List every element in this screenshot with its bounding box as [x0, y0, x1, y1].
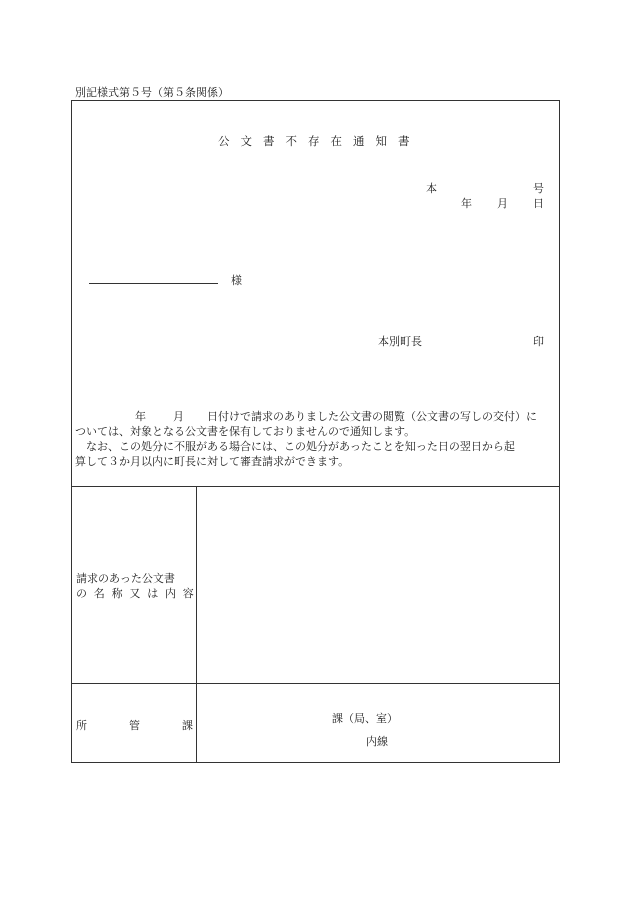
requested-doc-content-cell [200, 490, 555, 680]
document-title: 公文書不存在通知書 [218, 134, 421, 148]
table-top-divider [71, 486, 560, 487]
notice-line-3-text: なお、この処分に不服がある場合には、この処分があったことを知った日の翌日から起 [86, 440, 515, 453]
recipient-name-line [89, 283, 218, 284]
extension-label: 内線 [366, 735, 388, 748]
form-label: 別記様式第５号（第５条関係） [75, 86, 229, 99]
date-month: 月 [497, 197, 508, 210]
sender-name: 本別町長 [378, 335, 422, 348]
recipient-honorific: 様 [231, 274, 242, 287]
requested-doc-label-line-2: の名称又は内容 [76, 587, 201, 600]
date-year: 年 [461, 197, 472, 210]
department-label: 所管課 [76, 719, 235, 732]
table-row-divider [71, 683, 560, 684]
seal-mark: 印 [533, 335, 544, 348]
department-value-line-1: 課（局、室） [332, 712, 398, 725]
notice-month: 月 [173, 410, 184, 423]
notice-line-1 [75, 409, 557, 424]
notice-line-4: 算して３か月以内に町長に対して審査請求ができます。 [75, 455, 350, 468]
date-day: 日 [533, 197, 544, 210]
doc-number-suffix: 号 [533, 182, 544, 195]
notice-body [75, 409, 557, 469]
notice-line-3 [75, 439, 557, 454]
doc-number-prefix: 本 [426, 182, 437, 195]
notice-line-1-text: 日付けで請求のありました公文書の閲覧（公文書の写しの交付）に [207, 410, 537, 423]
notice-line-2: ついては、対象となる公文書を保有しておりませんので通知します。 [75, 425, 416, 438]
notice-year: 年 [135, 410, 146, 423]
requested-doc-label-line-1: 請求のあった公文書 [76, 572, 175, 585]
